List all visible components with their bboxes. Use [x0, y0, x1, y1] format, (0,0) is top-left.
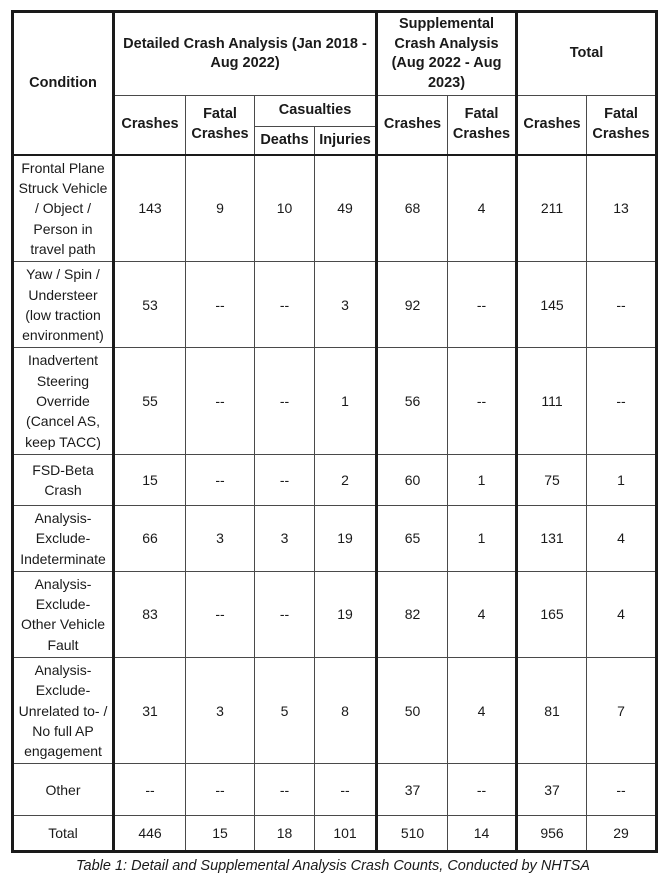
value-cell: 65: [377, 505, 448, 571]
value-cell: 4: [448, 155, 517, 262]
header-deaths: Deaths: [255, 127, 315, 155]
condition-cell: Analysis-Exclude-Indeterminate: [13, 505, 114, 571]
value-cell: --: [255, 764, 315, 816]
value-cell: 143: [114, 155, 186, 262]
header-group-detailed: Detailed Crash Analysis (Jan 2018 - Aug 2022): [114, 12, 377, 96]
value-cell: 4: [448, 571, 517, 657]
table-row-total: [13, 816, 657, 852]
table-row: [13, 454, 657, 505]
value-cell: 3: [315, 262, 377, 348]
value-cell: --: [114, 764, 186, 816]
value-cell: 446: [114, 816, 186, 852]
value-cell: --: [255, 262, 315, 348]
value-cell: 4: [587, 571, 657, 657]
header-supplemental-fatal-crashes: Fatal Crashes: [448, 96, 517, 155]
header-total-crashes: Crashes: [517, 96, 587, 155]
value-cell: 60: [377, 454, 448, 505]
table-row: [13, 348, 657, 454]
value-cell: 9: [186, 155, 255, 262]
value-cell: 68: [377, 155, 448, 262]
value-cell: 37: [517, 764, 587, 816]
value-cell: 18: [255, 816, 315, 852]
value-cell: 1: [448, 454, 517, 505]
value-cell: 510: [377, 816, 448, 852]
value-cell: 1: [315, 348, 377, 454]
table-row: [13, 155, 657, 262]
value-cell: 29: [587, 816, 657, 852]
value-cell: 15: [114, 454, 186, 505]
table-row: [13, 764, 657, 816]
value-cell: --: [186, 262, 255, 348]
value-cell: 3: [186, 657, 255, 763]
condition-cell: Yaw / Spin / Understeer (low traction environment): [13, 262, 114, 348]
crash-analysis-table: [11, 10, 658, 853]
value-cell: 2: [315, 454, 377, 505]
table-caption: Table 1: Detail and Supplemental Analysis Crash Counts, Conducted by NHTSA: [76, 858, 590, 874]
value-cell: 145: [517, 262, 587, 348]
value-cell: 1: [587, 454, 657, 505]
value-cell: 83: [114, 571, 186, 657]
header-total-fatal-crashes: Fatal Crashes: [587, 96, 657, 155]
value-cell: 4: [587, 505, 657, 571]
value-cell: --: [186, 348, 255, 454]
value-cell: --: [255, 571, 315, 657]
value-cell: 49: [315, 155, 377, 262]
value-cell: --: [587, 262, 657, 348]
value-cell: 81: [517, 657, 587, 763]
value-cell: 101: [315, 816, 377, 852]
value-cell: 19: [315, 571, 377, 657]
value-cell: --: [186, 454, 255, 505]
table-row: [13, 571, 657, 657]
value-cell: 5: [255, 657, 315, 763]
header-injuries: Injuries: [315, 127, 377, 155]
value-cell: 66: [114, 505, 186, 571]
table-row: [13, 657, 657, 763]
value-cell: --: [448, 348, 517, 454]
value-cell: 55: [114, 348, 186, 454]
value-cell: 50: [377, 657, 448, 763]
table-body: [13, 155, 657, 852]
value-cell: 37: [377, 764, 448, 816]
value-cell: 10: [255, 155, 315, 262]
value-cell: --: [186, 764, 255, 816]
value-cell: --: [255, 348, 315, 454]
value-cell: 15: [186, 816, 255, 852]
value-cell: --: [255, 454, 315, 505]
header-casualties: Casualties: [255, 96, 377, 127]
condition-cell: Total: [13, 816, 114, 852]
value-cell: 56: [377, 348, 448, 454]
condition-cell: Inadvertent Steering Override (Cancel AS, keep TACC): [13, 348, 114, 454]
condition-cell: Other: [13, 764, 114, 816]
value-cell: --: [448, 262, 517, 348]
value-cell: 13: [587, 155, 657, 262]
condition-cell: FSD-Beta Crash: [13, 454, 114, 505]
value-cell: 14: [448, 816, 517, 852]
value-cell: 165: [517, 571, 587, 657]
value-cell: 82: [377, 571, 448, 657]
condition-cell: Frontal Plane Struck Vehicle / Object / Person in travel path: [13, 155, 114, 262]
value-cell: 1: [448, 505, 517, 571]
table-row: [13, 262, 657, 348]
value-cell: 92: [377, 262, 448, 348]
header-condition: Condition: [13, 12, 114, 155]
value-cell: --: [315, 764, 377, 816]
value-cell: 956: [517, 816, 587, 852]
value-cell: 8: [315, 657, 377, 763]
value-cell: 3: [255, 505, 315, 571]
header-group-total: Total: [517, 12, 657, 96]
value-cell: 211: [517, 155, 587, 262]
value-cell: 53: [114, 262, 186, 348]
condition-cell: Analysis-Exclude- Other Vehicle Fault: [13, 571, 114, 657]
header-group-supplemental: Supplemental Crash Analysis (Aug 2022 - Aug 2023): [377, 12, 517, 96]
table-header: [13, 12, 657, 155]
value-cell: 75: [517, 454, 587, 505]
value-cell: 7: [587, 657, 657, 763]
value-cell: 3: [186, 505, 255, 571]
value-cell: 111: [517, 348, 587, 454]
table-row: [13, 505, 657, 571]
value-cell: 31: [114, 657, 186, 763]
value-cell: --: [448, 764, 517, 816]
value-cell: 19: [315, 505, 377, 571]
header-detailed-crashes: Crashes: [114, 96, 186, 155]
header-detailed-fatal-crashes: Fatal Crashes: [186, 96, 255, 155]
value-cell: 131: [517, 505, 587, 571]
value-cell: --: [186, 571, 255, 657]
value-cell: --: [587, 348, 657, 454]
condition-cell: Analysis-Exclude-Unrelated to- / No full AP engagement: [13, 657, 114, 763]
value-cell: 4: [448, 657, 517, 763]
header-supplemental-crashes: Crashes: [377, 96, 448, 155]
value-cell: --: [587, 764, 657, 816]
